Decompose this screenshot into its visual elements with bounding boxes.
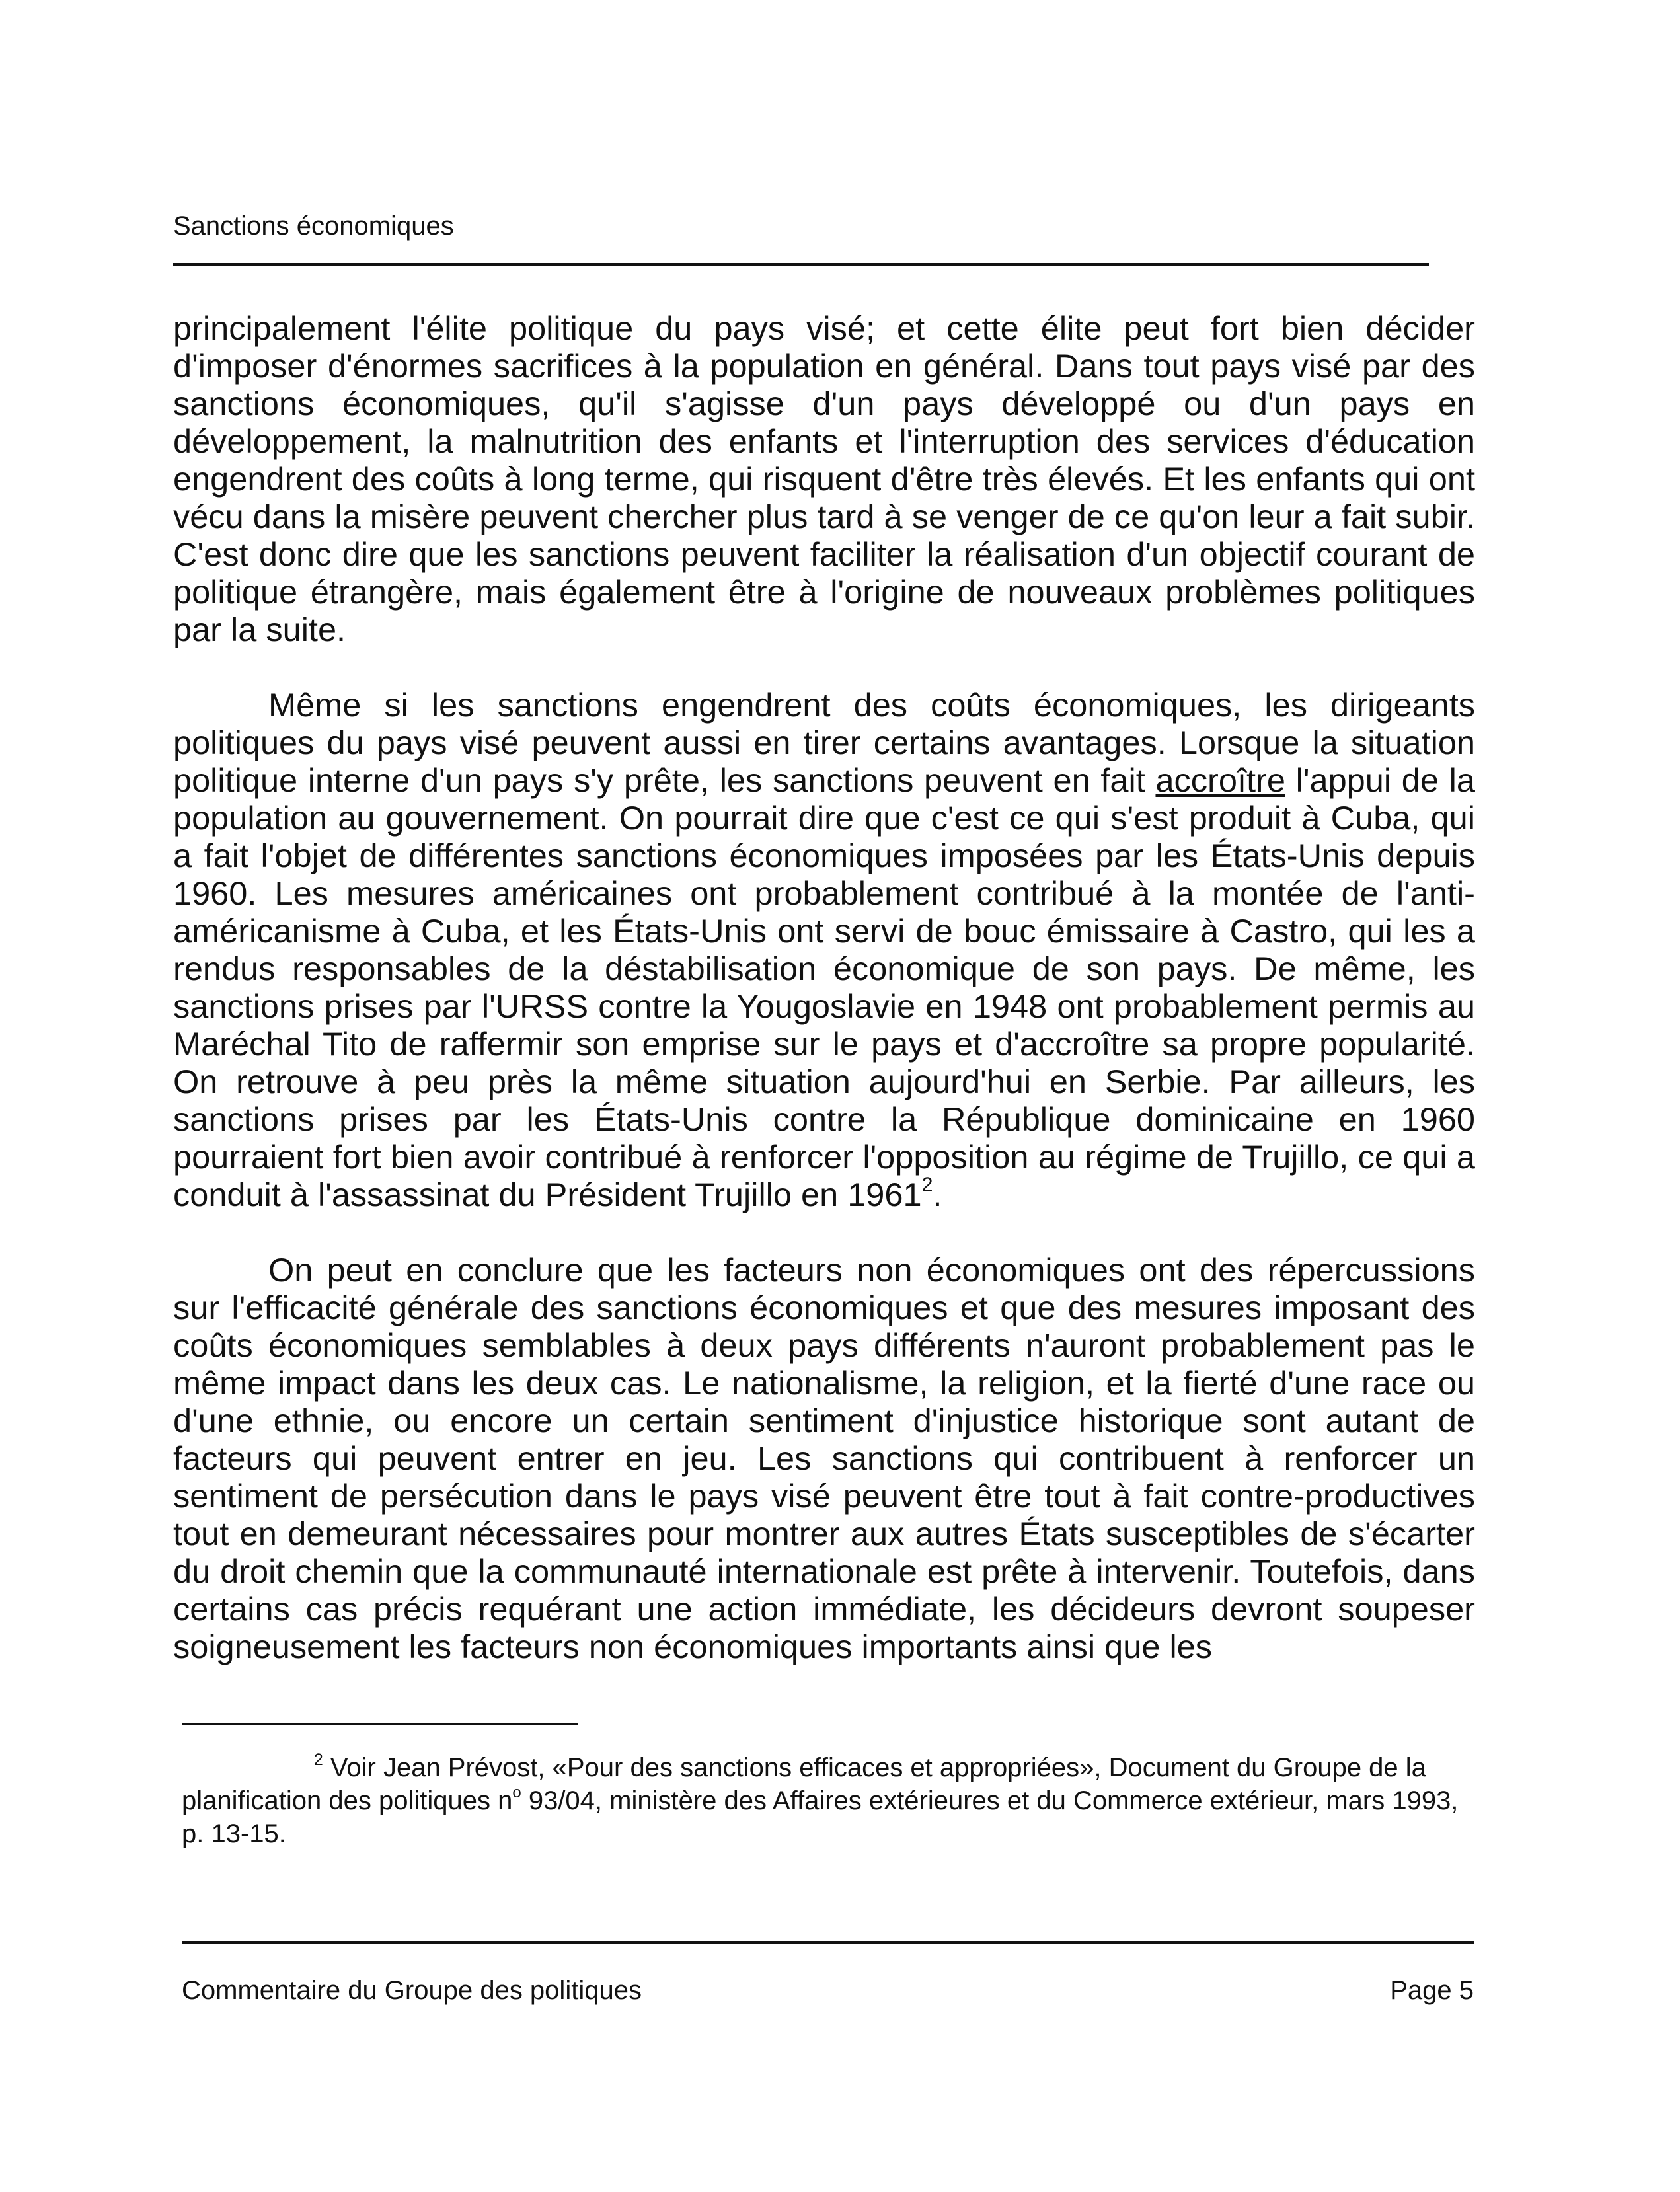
underlined-word: accroître (1155, 761, 1285, 799)
header-rule (173, 263, 1429, 266)
footnote-text-after: 93/04, ministère des Affaires extérieures et du Commerce extérieur, mars 1993, p. 13-15. (182, 1786, 1459, 1848)
footnote-separator (182, 1723, 578, 1725)
paragraph-3: On peut en conclure que les facteurs non économiques ont des répercussions sur l'efficacité générale des sanctions économiques et que des mesures imposant des coûts économiques semblables à deux pays différents n'auront probablement pas le même impact dans les deux cas. Le nationalisme, la religion, et la fierté d'une race ou d'une ethnie, ou encore un certain sentiment d'injustice historique sont autant de facteurs qui peuvent entrer en jeu. Les sanctions qui contribuent à renforcer un sentiment de persécution dans le pays visé peuvent être tout à fait contre-productives tout en demeurant nécessaires pour montrer aux autres États susceptibles de s'écarter du droit chemin que la communauté internationale est prête à intervenir. Toutefois, dans certains cas précis requérant une action immédiate, les décideurs devront soupeser soigneusement les facteurs non économiques importants ainsi que les (173, 1251, 1475, 1665)
footnote-number: 2 (314, 1751, 323, 1769)
footnote-reference: 2 (921, 1174, 933, 1196)
running-header: Sanctions économiques (173, 211, 454, 241)
footnote-text-before: Voir Jean Prévost, «Pour des sanctions efficaces et appropriées», Document du Groupe de la planification des politiques n (182, 1753, 1426, 1815)
footnote-degree: o (512, 1784, 521, 1801)
paragraph-2-tail: . (933, 1176, 942, 1213)
page-number: Page 5 (1390, 1976, 1474, 2005)
paragraph-2-end: l'appui de la population au gouvernement. On pourrait dire que c'est ce qui s'est produit à Cuba, qui a fait l'objet de différentes sanctions économiques imposées par les États-Unis depuis 1960. Les mesures américaines ont probablement contribué à la montée de l'anti-américanisme à Cuba, et les États-Unis ont servi de bouc émissaire à Castro, qui les a rendus responsables de la déstabilisation économique de son pays. De même, les sanctions prises par l'URSS contre la Yougoslavie en 1948 ont probablement permis au Maréchal Tito de raffermir son emprise sur le pays et d'accroître sa propre popularité. On retrouve à peu près la même situation aujourd'hui en Serbie. Par ailleurs, les sanctions prises par les États-Unis contre la République dominicaine en 1960 pourraient fort bien avoir contribué à renforcer l'opposition au régime de Trujillo, ce qui a conduit à l'assassinat du Président Trujillo en 1961 (173, 761, 1475, 1213)
paragraph-2 (173, 686, 1475, 1213)
footer-rule (182, 1941, 1474, 1944)
footnote (182, 1751, 1474, 1850)
footer-title: Commentaire du Groupe des politiques (182, 1976, 642, 2005)
paragraph-1: principalement l'élite politique du pays visé; et cette élite peut fort bien décider d'imposer d'énormes sacrifices à la population en général. Dans tout pays visé par des sanctions économiques, qu'il s'agisse d'un pays développé ou d'un pays en développement, la malnutrition des enfants et l'interruption des services d'éducation engendrent des coûts à long terme, qui risquent d'être très élevés. Et les enfants qui ont vécu dans la misère peuvent chercher plus tard à se venger de ce qu'on leur a fait subir. C'est donc dire que les sanctions peuvent faciliter la réalisation d'un objectif courant de politique étrangère, mais également être à l'origine de nouveaux problèmes politiques par la suite. (173, 309, 1475, 648)
paragraph-2-start: Même si les sanctions engendrent des coûts économiques, les dirigeants politiques du pays visé peuvent aussi en tirer certains avantages. Lorsque la situation politique interne d'un pays s'y prête, les sanctions peuvent en fait (173, 686, 1475, 799)
body-text (173, 309, 1475, 1665)
